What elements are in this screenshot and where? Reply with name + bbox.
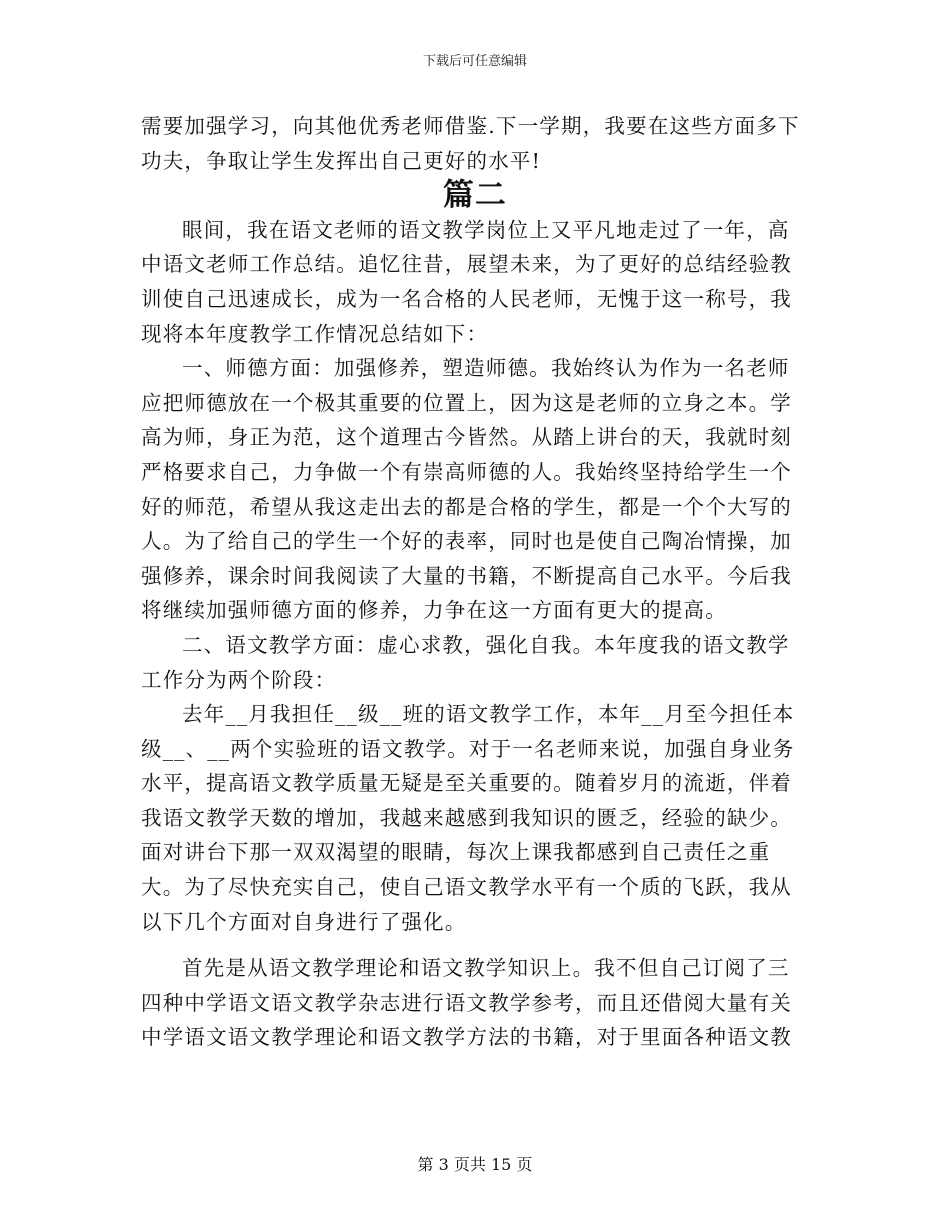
- document-body: [141, 109, 809, 1055]
- paragraph-intro: 眼间，我在语文老师的语文教学岗位上又平凡地走过了一年，高中语文老师工作总结。追忆往昔，展望未来，为了更好的总结经验教训使自己迅速成长，成为一名合格的人民老师，无愧于这一称号，我现将本年度教学工作情况总结如下：: [141, 217, 792, 346]
- paragraph-stages: 去年__月我担任__级__班的语文教学工作，本年__月至今担任本级__、__两个实验班的语文教学。对于一名老师来说，加强自身业务水平，提高语文教学质量无疑是至关重要的。随着岁月的流逝，伴着我语文教学天数的增加，我越来越感到我知识的匮乏，经验的缺少。面对讲台下那一双双渴望的眼睛，每次上课我都感到自己责任之重大。为了尽快充实自己，使自己语文教学水平有一个质的飞跃，我从以下几个方面对自身进行了强化。: [141, 702, 795, 934]
- page-header: 下载后可任意编辑: [422, 54, 527, 69]
- page-footer: 第 3 页共 15 页: [417, 1155, 533, 1174]
- section-title: 篇二: [443, 177, 507, 214]
- continuation-paragraph: 需要加强学习，向其他优秀老师借鉴.下一学期，我要在这些方面多下功夫，争取让学生发挥出自己更好的水平!: [141, 114, 800, 173]
- paragraph-teaching: 二、语文教学方面：虚心求教，强化自我。本年度我的语文教学工作分为两个阶段：: [141, 632, 790, 692]
- paragraph-theory: 首先是从语文教学理论和语文教学知识上。我不但自己订阅了三四种中学语文语文教学杂志进行语文教学参考，而且还借阅大量有关中学语文语文教学理论和语文教学方法的书籍，对于里面各种语文教: [141, 956, 792, 1050]
- paragraph-ethics: 一、师德方面：加强修养，塑造师德。我始终认为作为一名老师应把师德放在一个极其重要的位置上，因为这是老师的立身之本。学高为师，身正为范，这个道理古今皆然。从踏上讲台的天，我就时刻严格要求自己，力争做一个有崇高师德的人。我始终坚持给学生一个好的师范，希望从我这走出去的都是合格的学生，都是一个个大写的人。为了给自己的学生一个好的表率，同时也是使自己陶冶情操，加强修养，课余时间我阅读了大量的书籍，不断提高自己水平。今后我将继续加强师德方面的修养，力争在这一方面有更大的提高。: [141, 356, 792, 623]
